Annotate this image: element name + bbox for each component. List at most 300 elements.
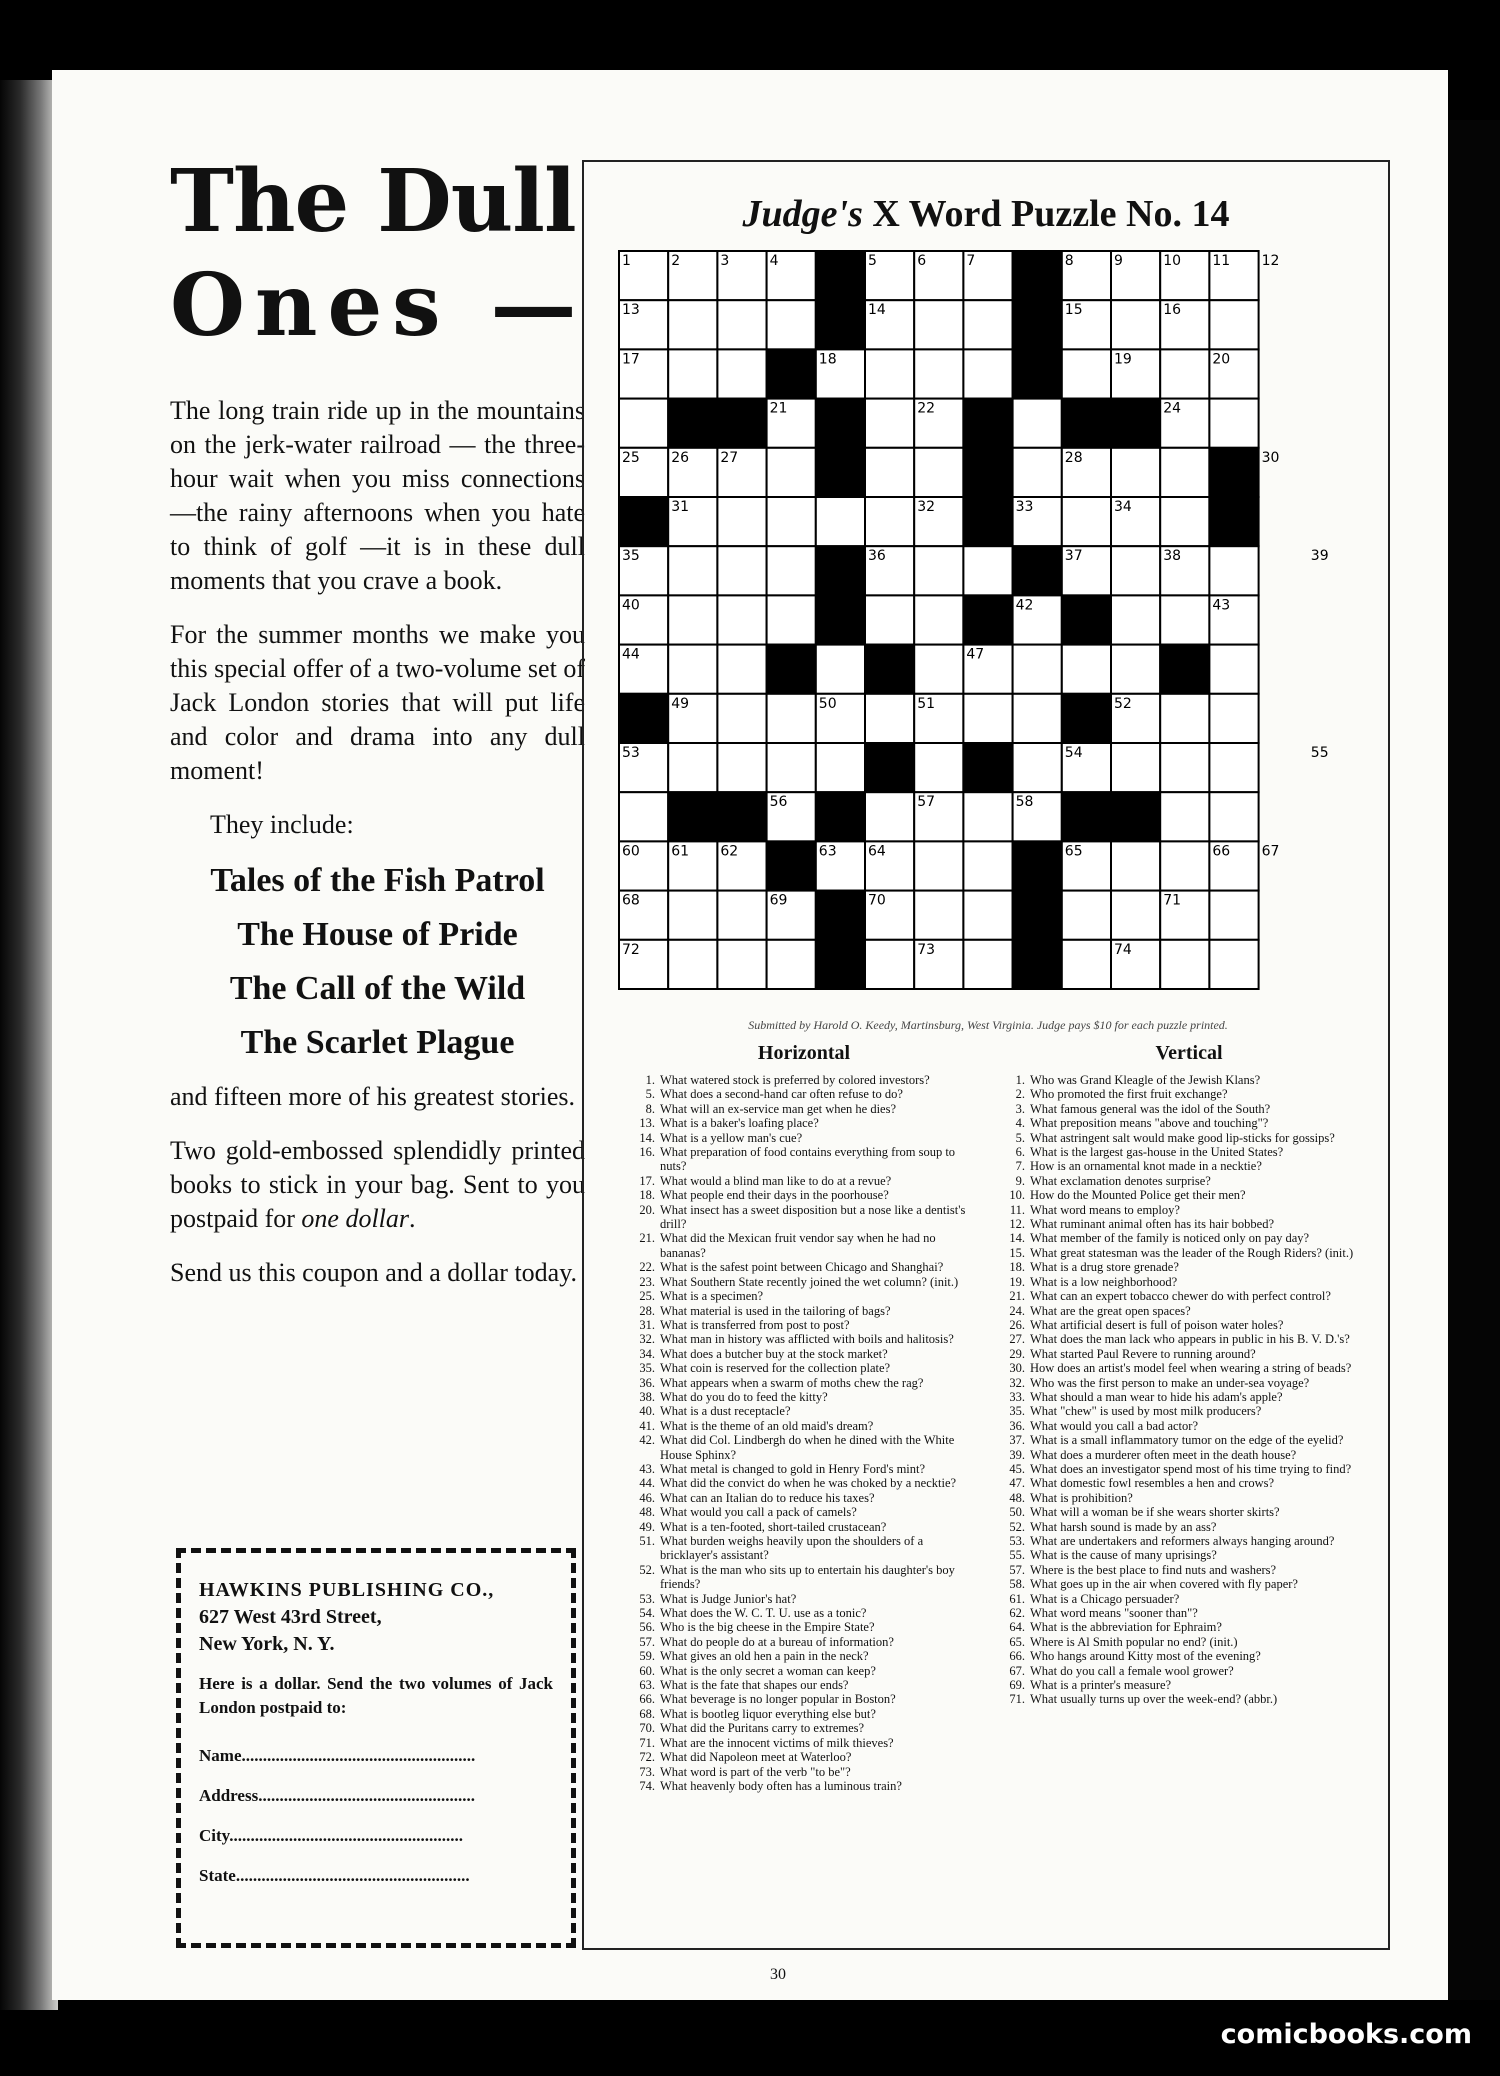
grid-cell[interactable] [1111, 645, 1160, 694]
clue-number: 34. [639, 1346, 655, 1361]
clue-number: 61. [1009, 1591, 1025, 1606]
grid-black-square [963, 497, 1012, 546]
clue-item [634, 1736, 974, 1750]
clue-number: 67. [1009, 1663, 1025, 1678]
clue-item [1004, 1606, 1374, 1620]
grid-black-square [1013, 891, 1062, 940]
clue-item [1004, 1505, 1374, 1519]
clue-text: What does the W. C. T. U. use as a tonic? [660, 1606, 867, 1621]
clue-number: 5. [645, 1087, 655, 1102]
grid-black-square [1209, 497, 1258, 546]
clue-text: What insect has a sweet disposition but a nose like a dentist's drill? [660, 1202, 966, 1232]
clue-text: What does a second-hand car often refuse to do? [660, 1087, 903, 1102]
grid-cell[interactable] [717, 743, 766, 792]
clue-number: 45. [1009, 1461, 1025, 1476]
grid-cell[interactable] [1209, 300, 1258, 349]
grid-cell[interactable] [963, 300, 1012, 349]
grid-cell[interactable] [816, 743, 865, 792]
grid-cell[interactable] [1160, 743, 1209, 792]
clue-item [634, 1606, 974, 1620]
clue-text: What would you call a bad actor? [1030, 1418, 1198, 1433]
grid-number: 4 [769, 253, 779, 269]
clue-item [634, 1304, 974, 1318]
grid-black-square [816, 251, 865, 300]
book-title: The Scarlet Plague [240, 1024, 515, 1061]
clue-text: What coin is reserved for the collection plate? [660, 1361, 891, 1376]
clue-item [634, 1231, 974, 1260]
clue-number: 38. [639, 1389, 655, 1404]
grid-number: 50 [818, 695, 837, 712]
ad-paragraph-more-stories: and fifteen more of his greatest stories. [170, 1082, 576, 1111]
clue-text: What usually turns up over the week-end? (abbr.) [1030, 1692, 1278, 1707]
grid-cell[interactable] [1209, 792, 1258, 841]
vertical-heading: Vertical [1155, 1042, 1223, 1064]
grid-cell[interactable] [1160, 595, 1209, 644]
grid-cell[interactable] [668, 595, 717, 644]
puzzle-title-rest: X Word Puzzle No. 14 [862, 193, 1230, 235]
grid-cell[interactable] [1013, 448, 1062, 497]
clue-number: 71. [639, 1735, 655, 1750]
grid-cell[interactable] [1209, 399, 1258, 448]
clue-text: What do people do at a bureau of information? [660, 1634, 894, 1649]
grid-cell[interactable] [619, 792, 668, 841]
grid-cell[interactable] [668, 891, 717, 940]
clue-number: 66. [1009, 1649, 1025, 1664]
grid-black-square [1013, 251, 1062, 300]
page-number: 30 [770, 1966, 786, 1983]
clue-item [634, 1404, 974, 1418]
grid-cell[interactable] [1013, 694, 1062, 743]
grid-cell[interactable] [1209, 694, 1258, 743]
grid-cell[interactable] [865, 349, 914, 398]
ad-price-amount: one dollar [301, 1204, 410, 1233]
grid-cell[interactable] [1209, 743, 1258, 792]
grid-cell[interactable] [668, 300, 717, 349]
clue-item [634, 1174, 974, 1188]
clue-text: What word means to employ? [1030, 1202, 1180, 1217]
clue-text: What famous general was the idol of the South? [1030, 1101, 1271, 1116]
clue-number: 26. [1009, 1317, 1025, 1332]
clue-number: 16. [639, 1145, 655, 1160]
grid-black-square [1062, 595, 1111, 644]
clue-number: 1. [645, 1073, 655, 1087]
grid-cell[interactable] [1062, 891, 1111, 940]
grid-number: 24 [1163, 400, 1182, 417]
grid-cell[interactable] [668, 546, 717, 595]
clue-text: What is a Chicago persuader? [1030, 1591, 1180, 1606]
grid-black-square [816, 940, 865, 989]
grid-black-square [816, 448, 865, 497]
clue-number: 44. [639, 1476, 655, 1491]
grid-cell[interactable] [1160, 792, 1209, 841]
grid-cell[interactable] [963, 694, 1012, 743]
grid-cell[interactable] [767, 448, 816, 497]
grid-cell[interactable] [1160, 694, 1209, 743]
clue-item [634, 1289, 974, 1303]
grid-cell[interactable] [717, 891, 766, 940]
clue-item [634, 1563, 974, 1592]
clue-text: What material is used in the tailoring of bags? [660, 1303, 891, 1318]
coupon-field-label: Name [199, 1746, 242, 1765]
grid-cell[interactable] [865, 399, 914, 448]
grid-cell[interactable] [1209, 546, 1258, 595]
clue-number: 14. [1009, 1231, 1025, 1246]
clue-item [634, 1087, 974, 1101]
horizontal-heading: Horizontal [757, 1042, 851, 1064]
grid-cell[interactable] [717, 694, 766, 743]
vertical-clue-list [1004, 1073, 1374, 1707]
grid-cell[interactable] [767, 497, 816, 546]
clue-number: 53. [1009, 1534, 1025, 1548]
clue-text: What would a blind man like to do at a revue? [660, 1173, 892, 1188]
puzzle-title [584, 192, 1388, 236]
clue-item [1004, 1116, 1374, 1130]
clue-number: 4. [1015, 1116, 1025, 1131]
clue-item [1004, 1275, 1374, 1289]
grid-cell[interactable] [1062, 940, 1111, 989]
grid-cell[interactable] [816, 645, 865, 694]
grid-black-square [963, 743, 1012, 792]
crossword-grid[interactable] [618, 250, 1358, 992]
clue-item [634, 1347, 974, 1361]
grid-number: 47 [966, 646, 985, 663]
clue-number: 9. [1015, 1173, 1025, 1188]
grid-cell[interactable] [963, 349, 1012, 398]
clue-item [634, 1620, 974, 1634]
grid-cell[interactable] [717, 300, 766, 349]
clue-text: What does an investigator spend most of his time trying to find? [1030, 1461, 1352, 1476]
clue-text: What did Napoleon meet at Waterloo? [660, 1750, 852, 1765]
order-coupon[interactable] [176, 1548, 576, 1948]
grid-number: 51 [917, 695, 936, 712]
grid-cell[interactable] [767, 300, 816, 349]
clue-text: What did the Mexican fruit vendor say when he had no bananas? [660, 1231, 936, 1260]
clue-text: What beverage is no longer popular in Boston? [660, 1692, 896, 1707]
coupon-field-address[interactable]: Address................................................... [199, 1786, 475, 1805]
watermark: comicbooks.com [1220, 2019, 1472, 2050]
clue-text: What do you do to feed the kitty? [660, 1389, 828, 1404]
clue-text: What artificial desert is full of poison water holes? [1030, 1317, 1284, 1332]
grid-cell[interactable] [865, 940, 914, 989]
grid-cell[interactable] [865, 497, 914, 546]
clue-text: Where is the best place to find nuts and washers? [1030, 1562, 1277, 1577]
clue-number: 35. [1009, 1404, 1025, 1419]
clue-text: What watered stock is preferred by colored investors? [660, 1073, 930, 1087]
clue-text: What is a drug store grenade? [1030, 1260, 1179, 1275]
clue-item [1004, 1620, 1374, 1634]
clue-item [634, 1779, 974, 1793]
grid-number: 61 [671, 843, 690, 860]
book-title: The House of Pride [237, 916, 518, 953]
clue-number: 66. [639, 1692, 655, 1707]
grid-cell[interactable] [865, 792, 914, 841]
grid-black-square [1013, 841, 1062, 890]
clue-item [634, 1275, 974, 1289]
grid-cell[interactable] [1209, 940, 1258, 989]
clue-item [634, 1361, 974, 1375]
grid-cell[interactable] [963, 792, 1012, 841]
clue-number: 19. [1009, 1274, 1025, 1289]
grid-cell[interactable] [717, 497, 766, 546]
clue-text: What did the convict do when he was choked by a necktie? [660, 1476, 957, 1491]
grid-cell[interactable] [767, 595, 816, 644]
grid-cell[interactable] [1013, 743, 1062, 792]
grid-cell[interactable] [1160, 497, 1209, 546]
grid-cell[interactable] [767, 743, 816, 792]
clue-text: What great statesman was the leader of the Rough Riders? (init.) [1030, 1245, 1354, 1260]
grid-number: 13 [622, 302, 640, 319]
grid-cell[interactable] [963, 546, 1012, 595]
clue-item [1004, 1433, 1374, 1447]
coupon-field-state[interactable]: State....................................................... [199, 1866, 470, 1885]
grid-cell[interactable] [717, 595, 766, 644]
grid-cell[interactable] [1111, 300, 1160, 349]
grid-cell[interactable] [816, 497, 865, 546]
clue-number: 21. [639, 1231, 655, 1246]
clue-item [1004, 1347, 1374, 1361]
crossword-panel [582, 160, 1390, 1950]
grid-cell[interactable] [717, 940, 766, 989]
grid-black-square [816, 891, 865, 940]
clue-text: What should a man wear to hide his adam's apple? [1030, 1389, 1283, 1404]
clue-text: What is the largest gas-house in the United States? [1030, 1145, 1284, 1160]
clue-item [1004, 1159, 1374, 1173]
clue-item [1004, 1692, 1374, 1706]
grid-black-square [668, 399, 717, 448]
grid-number: 5 [868, 253, 877, 269]
grid-number: 46 [868, 646, 886, 663]
clue-item [1004, 1174, 1374, 1188]
grid-number: 1 [622, 253, 631, 269]
grid-cell[interactable] [1111, 595, 1160, 644]
clue-text: How do the Mounted Police get their men? [1030, 1188, 1246, 1203]
clue-item [634, 1188, 974, 1202]
grid-cell[interactable] [1111, 448, 1160, 497]
grid-cell[interactable] [914, 743, 963, 792]
grid-cell[interactable] [1209, 891, 1258, 940]
grid-cell[interactable] [1013, 399, 1062, 448]
clue-text: What heavenly body often has a luminous train? [660, 1778, 902, 1793]
coupon-field-label: State [199, 1866, 236, 1885]
clue-number: 37. [1009, 1433, 1025, 1448]
clue-item [1004, 1491, 1374, 1505]
clue-number: 52. [1009, 1519, 1025, 1534]
grid-number: 70 [868, 892, 886, 909]
clue-item [1004, 1304, 1374, 1318]
clue-item [1004, 1649, 1374, 1663]
grid-cell[interactable] [717, 349, 766, 398]
grid-black-square [767, 841, 816, 890]
clue-text: What is a specimen? [660, 1289, 764, 1304]
clue-item [634, 1376, 974, 1390]
clue-item [634, 1476, 974, 1490]
grid-cell[interactable] [963, 841, 1012, 890]
grid-number: 65 [1064, 843, 1083, 860]
clue-item [634, 1203, 974, 1232]
grid-cell[interactable] [914, 546, 963, 595]
grid-cell[interactable] [668, 645, 717, 694]
clue-number: 42. [639, 1433, 655, 1448]
grid-number: 42 [1015, 597, 1034, 614]
grid-cell[interactable] [865, 448, 914, 497]
clue-text: What ruminant animal often has its hair bobbed? [1030, 1217, 1275, 1232]
grid-cell[interactable] [717, 645, 766, 694]
clue-item [634, 1462, 974, 1476]
clue-number: 2. [1015, 1087, 1025, 1102]
grid-number: 58 [1015, 794, 1034, 811]
clue-text: What is the cause of many uprisings? [1030, 1548, 1217, 1563]
grid-cell[interactable] [668, 743, 717, 792]
clue-text: What can an expert tobacco chewer do with perfect control? [1030, 1289, 1331, 1304]
clue-number: 74. [639, 1778, 655, 1793]
grid-cell[interactable] [1160, 940, 1209, 989]
grid-cell[interactable] [914, 349, 963, 398]
clue-item [1004, 1448, 1374, 1462]
grid-cell[interactable] [767, 940, 816, 989]
grid-cell[interactable] [914, 595, 963, 644]
book-binding [0, 80, 58, 2010]
grid-black-square [619, 694, 668, 743]
coupon-city: New York, N. Y. [199, 1633, 335, 1655]
clue-item [1004, 1563, 1374, 1577]
grid-cell[interactable] [914, 841, 963, 890]
clue-number: 43. [639, 1461, 655, 1476]
grid-number: 20 [1212, 351, 1231, 368]
grid-cell[interactable] [767, 694, 816, 743]
clue-number: 30. [1009, 1361, 1025, 1376]
clue-item [1004, 1188, 1374, 1202]
clue-item [634, 1332, 974, 1346]
grid-number: 60 [622, 843, 640, 860]
clue-item [634, 1707, 974, 1721]
grid-cell[interactable] [1111, 841, 1160, 890]
clue-number: 40. [639, 1404, 655, 1419]
grid-cell[interactable] [1062, 497, 1111, 546]
grid-cell[interactable] [914, 645, 963, 694]
grid-cell[interactable] [1062, 349, 1111, 398]
grid-cell[interactable] [1111, 546, 1160, 595]
clue-number: 18. [639, 1188, 655, 1203]
clue-number: 36. [1009, 1418, 1025, 1433]
facing-page-edge [1440, 120, 1500, 2000]
clue-number: 54. [639, 1606, 655, 1621]
clue-text: What is the only secret a woman can keep? [660, 1663, 876, 1678]
clue-item [634, 1635, 974, 1649]
grid-cell[interactable] [865, 595, 914, 644]
clue-item [1004, 1318, 1374, 1332]
grid-cell[interactable] [963, 940, 1012, 989]
grid-number: 40 [622, 597, 640, 614]
grid-number: 57 [917, 794, 936, 811]
grid-number: 54 [1064, 745, 1083, 761]
clue-text: How is an ornamental knot made in a necktie? [1030, 1159, 1262, 1174]
clue-text: What harsh sound is made by an ass? [1030, 1519, 1217, 1534]
clue-item [634, 1505, 974, 1519]
grid-number: 37 [1064, 548, 1083, 565]
grid-cell[interactable] [767, 546, 816, 595]
clue-item [634, 1145, 974, 1174]
grid-cell[interactable] [1111, 891, 1160, 940]
grid-black-square [963, 399, 1012, 448]
clue-item [1004, 1390, 1374, 1404]
clue-number: 36. [639, 1375, 655, 1390]
grid-cell[interactable] [914, 448, 963, 497]
grid-cell[interactable] [914, 891, 963, 940]
clue-item [634, 1520, 974, 1534]
grid-number: 63 [818, 843, 837, 860]
grid-number: 12 [1261, 253, 1280, 269]
clue-item [634, 1318, 974, 1332]
book-title: The Call of the Wild [229, 970, 526, 1007]
grid-number: 52 [1114, 695, 1132, 712]
grid-cell[interactable] [865, 694, 914, 743]
clue-text: What are undertakers and reformers always hanging around? [1030, 1534, 1335, 1548]
clue-number: 5. [1015, 1130, 1025, 1145]
clue-text: What is Judge Junior's hat? [660, 1591, 797, 1606]
grid-black-square [816, 546, 865, 595]
clue-number: 69. [1009, 1678, 1025, 1693]
clue-item [1004, 1246, 1374, 1260]
grid-cell[interactable] [1111, 743, 1160, 792]
clue-text: What did Col. Lindbergh do when he dined with the White House Sphinx? [660, 1433, 955, 1462]
clue-number: 51. [639, 1534, 655, 1548]
grid-number: 32 [917, 499, 936, 515]
clue-text: What would you call a pack of camels? [660, 1505, 857, 1520]
clue-item [1004, 1087, 1374, 1101]
grid-black-square [668, 792, 717, 841]
clue-item [1004, 1376, 1374, 1390]
grid-cell[interactable] [1209, 645, 1258, 694]
grid-cell[interactable] [668, 940, 717, 989]
grid-cell[interactable] [1062, 645, 1111, 694]
grid-cell[interactable] [619, 399, 668, 448]
clue-number: 65. [1009, 1634, 1025, 1649]
grid-cell[interactable] [1160, 841, 1209, 890]
clue-number: 56. [639, 1620, 655, 1635]
clue-item [1004, 1548, 1374, 1562]
clue-text: What "chew" is used by most milk producers? [1030, 1404, 1262, 1419]
grid-number: 62 [720, 843, 739, 860]
grid-number: 23 [1114, 400, 1132, 417]
grid-number: 9 [1114, 253, 1123, 269]
grid-cell[interactable] [1013, 645, 1062, 694]
clue-item [1004, 1289, 1374, 1303]
clue-text: What can an Italian do to reduce his taxes? [660, 1490, 875, 1505]
coupon-company: HAWKINS PUBLISHING CO., [199, 1579, 495, 1601]
grid-cell[interactable] [914, 300, 963, 349]
grid-cell[interactable] [1160, 448, 1209, 497]
grid-cell[interactable] [668, 349, 717, 398]
grid-cell[interactable] [717, 546, 766, 595]
ad-paragraph-intro: The long train ride up in the mountains on the jerk-water railroad — the three-hour wait when you miss connections—the rainy afternoons when you hate to think of golf —it is in these dull moments that you crave a book. [170, 396, 585, 595]
clue-text: What is the theme of an old maid's dream? [660, 1418, 874, 1433]
clue-text: What started Paul Revere to running around? [1030, 1346, 1256, 1361]
grid-black-square [816, 792, 865, 841]
clue-item [634, 1102, 974, 1116]
coupon-field-city[interactable]: City....................................................... [199, 1826, 463, 1845]
grid-cell[interactable] [1160, 349, 1209, 398]
grid-number: 67 [1261, 843, 1280, 860]
clue-item [1004, 1520, 1374, 1534]
clue-number: 55. [1009, 1548, 1025, 1563]
grid-number: 33 [1015, 499, 1034, 515]
clue-item [1004, 1231, 1374, 1245]
grid-number: 17 [622, 351, 640, 368]
coupon-field-name[interactable]: Name....................................................... [199, 1746, 476, 1765]
ad-paragraph-offer: For the summer months we make you this special offer of a two-volume set of Jack London stories that will put life and color and drama into any dull moment! [170, 620, 585, 785]
clue-text: What is bootleg liquor everything else but? [660, 1706, 876, 1721]
grid-cell[interactable] [963, 891, 1012, 940]
